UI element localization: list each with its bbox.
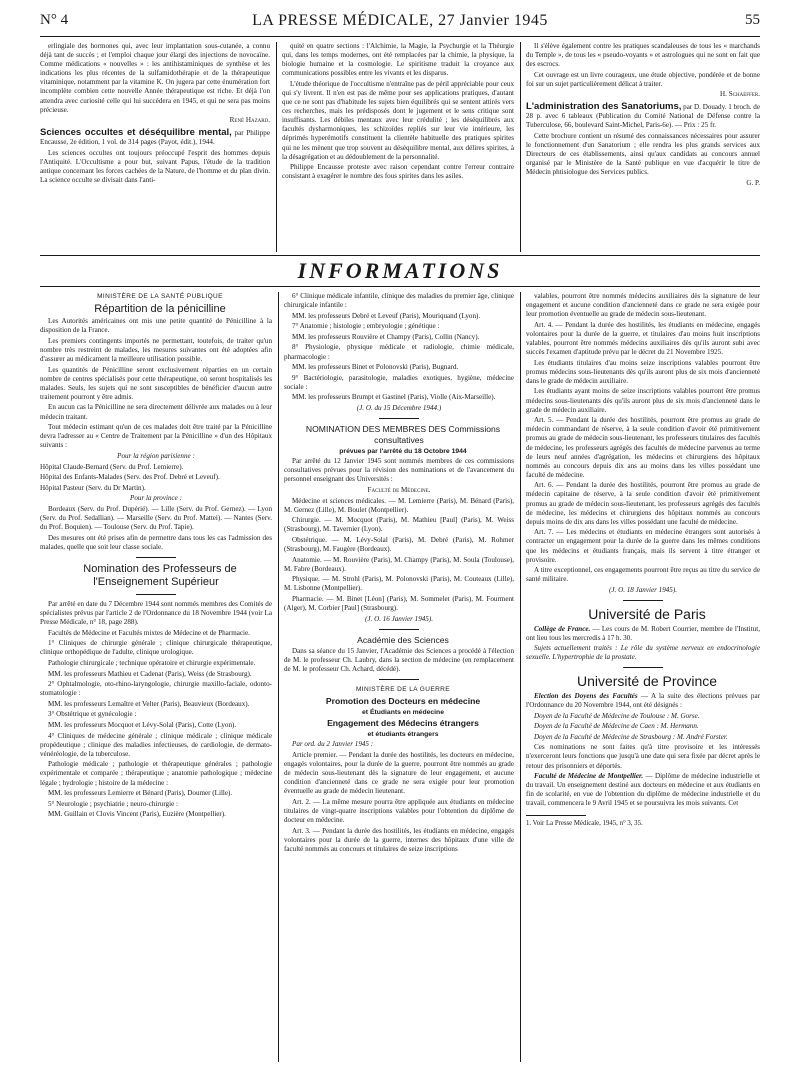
footnote-rule [526,815,586,816]
commission-members [284,497,514,614]
montpellier-text: — Diplôme de médecine industrielle et du travail. Un enseignement destiné aux docteurs en médecine et aux étudiants en fin de scolarité, en vue de l'obtention du diplôme de médecine industrielle et du travail, commencera le 9 Avril 1945 et se poursuivra les mois suivants. Cet [526,772,760,808]
paragraph: Médecine et sciences médicales. — M. Lemierre (Paris), M. Bénard (Paris), M. Gernez (Lille), M. Boulet (Montpellier). [284,496,514,514]
paragraph: Les premiers contingents importés ne permettant, toutefois, de traiter qu'un nombre très restreint de malades, les mesures suivantes ont été adoptées afin d'assurer au médicament la meilleure utilisation possible. [40,336,272,363]
province-centers: Bordeaux (Serv. du Prof. Dupérié). — Lille (Serv. du Prof. Gernez). — Lyon (Serv. du Prof. Sedallian). — Marseille (Serv. du Prof. Mattei). — Nantes (Serv. du Prof. Boquien). — Toulouse (Serv. du Prof. Tapie). [40,504,272,532]
paragraph: Anatomie. — M. Rouvière (Paris), M. Champy (Paris), M. Soula (Toulouse), M. Fabre (Bordeaux). [284,555,514,573]
montpellier-paragraph [526,772,760,808]
paragraph: Les Autorités américaines ont mis une petite quantité de Pénicilline à la disposition de la France. [40,317,272,335]
deans-note: Ces nominations ne sont faites qu'à titre provisoire et les intéressés n'exerceront leurs fonctions que jusqu'à une date qui sera fixée par décret après le retour des prisonniers et déportés. [526,743,760,770]
college-lead: Collège de France. [534,624,591,633]
col-divider [520,292,521,1062]
paragraph: Par arrêté du 12 Janvier 1945 sont nommés membres de ces commissions consultatives prévues pour la révision des nominations et de l'avancement du personnel enseignant des Universités : [284,457,514,484]
section-separator [136,594,176,595]
election-paragraph [526,692,760,710]
paragraph: Il s'élève également contre les pratiques scandaleuses de tous les « marchands du Temple », de tous les « pseudo-voyants » et astrologues qui ne sont en fait que des escrocs. [526,42,760,69]
paragraph: MM. les professeurs Binet et Polonovski (Paris), Bugnard. [292,363,459,372]
deans-list [526,712,760,742]
paragraph: 1° Cliniques de chirurgie générale ; clinique chirurgicale thérapeutique, clinique orthopédique de l'adulte, clinique urologique. [40,639,272,657]
paragraph: 6° Clinique médicale infantile, clinique des maladies du premier âge, clinique chirurgicale infantile : [284,292,514,310]
election-text: — A la suite des élections prévues par l'Ordonnance du 20 Novembre 1944, ont été désignés : [526,691,760,709]
college-de-france-paragraph [526,625,760,643]
paragraph: Art. 7. — Les médecins et étudiants en médecine étrangers sont autorisés à contracter un engagement pour la durée de la guerre dans les mêmes conditions que les médecins et étudiants français, mais ils servent à titre étranger et provisoire. [526,528,760,564]
journal-officiel-ref: (J. O. 18 Janvier 1945). [609,585,677,594]
academy-paragraph: Dans sa séance du 15 Janvier, l'Académie des Sciences a procédé à l'élection de M. le professeur Ch. Laubry, dans la section de médecine (en remplacement de M. le professeur Ch. Achard, décédé). [284,646,514,673]
section-title-academy: Académie des Sciences [357,634,449,645]
section-title-professors: Nomination des Professeurs de l'Enseignement Supérieur [83,562,237,588]
paragraph: Physique. — M. Strohl (Paris), M. Polonovski (Paris), M. Couteaux (Lille), M. Lisbonne (Montpellier). [284,575,514,593]
footnote: 1. Voir La Presse Médicale, 1945, n° 3, 35. [526,819,643,827]
banner-rule-top [40,255,760,256]
paragraph: Les étudiants titulaires d'au moins seize inscriptions valables pourront être promus médecins sous-lieutenants dès qu'ils auront plus de six mois d'ancienneté dans le grade de médecin auxiliaire. [526,358,760,385]
paragraph: 8° Physiologie, physique médicale et radiologie, chimie médicale, pharmacologie : [284,343,514,361]
paragraph: Doyen de la Faculté de Médecine de Strasbourg : M. André Forster. [534,732,728,741]
paragraph: quité en quatre sections : l'Alchimie, la Magie, la Psychurgie et la Théurgie qui, dans les temps modernes, ont été remplacées par la chimie, la physique, la biologie humaine et la cosmologie. Le spiritisme traduit la croyance aux communications possibles entre les vivants et les disparus. [282,42,514,78]
left-column [40,292,272,1062]
paragraph: Art. 5. — Pendant la durée des hostilités, pourront être promus au grade de médecin commandant de réserve, à la seule condition d'avoir été primitivement promus au grade de médecin sous-lieutenant, les professeurs titulaires des facultés de médecine, les professeurs agrégés des facultés de médecine parvenus au terme de leurs neuf années d'agrégation, les médecins et chirurgiens des hôpitaux nommés au concours depuis dix ans au moins dans les villes possédant une faculté de médecine. [526,416,760,479]
journal-officiel-ref: (J. O. du 15 Décembre 1944.) [356,404,442,413]
section-title-penicillin: Répartition de la pénicilline [94,302,226,315]
paragraph: MM. les professeurs Mocquot et Lévy-Solal (Paris), Cotte (Lyon). [48,720,237,729]
paragraph: L'étude théorique de l'occultisme n'entraîne pas de péril appréciable pour ceux qui s'y livrent. Il n'en est pas de même pour ses applications pratiques, d'autant que ce ne sont pas d'habitude les sujets bien équilibrés qui se sentent attirés vers ces recherches, mais les prédisposés dont le jugement et le sens critique sont insuffisants. Les débiles mentaux avec leur crédulité ; les déséquilibrés aux facultés dysharmoniques, les schizoïdes repliés sur leur vie intérieure, les déprimés hyperémotifs constituent la clientèle habituelle des pratiques spirites qui ne les mènent que trop souvent au déséquilibre mental, aux délires spirites, à la désagrégation et au dédoublement de la personnalité. [282,79,514,161]
paragraph: Article premier. — Pendant la durée des hostilités, les docteurs en médecine, engagés volontaires, pour la durée de la guerre, pourront être nommés au grade de médecin sous-lieutenant dès la signature de leur engagement, et aucune condition d'ancienneté dans ce grade ne sera exigée pour leur promotion éventuelle au grade de médecin lieutenant. [284,750,514,796]
ordinance-articles [284,751,514,854]
book-review-heading [40,127,270,147]
section-title-engagement: Engagement des Médecins étrangers [327,717,479,728]
top-col3-book-paragraphs [526,132,760,177]
review-signature: H. Schaeffer. [720,90,760,99]
section-title-promotion: Promotion des Docteurs en médecine [325,695,481,706]
page-header [40,12,760,34]
review-signature: René Hazard. [229,116,270,125]
paragraph: En aucun cas la Pénicilline ne sera directement délivrée aux malades ou à leur médecin traitant. [40,403,272,421]
journal-title: LA PRESSE MÉDICALE, 27 Janvier 1945 [252,12,548,29]
ministry-label: MINISTÈRE DE LA SANTÉ PUBLIQUE [97,293,223,300]
paragraph: Philippe Encausse proteste avec raison cependant contre l'erreur contraire consistant à exagérer le nombre des fous spirites dans les asiles. [282,163,514,181]
top-column-1 [40,42,270,252]
paragraph: Hôpital Pasteur (Serv. du Dr Martin). [40,483,146,492]
section-title-univ-paris: Université de Paris [588,606,706,622]
paragraph: Facultés de Médecine et Facultés mixtes de Médecine et de Pharmacie. [48,628,250,637]
paragraph: Chirurgie. — M. Mocquot (Paris), M. Mathieu [Paul] (Paris), M. Weiss (Strasbourg), M. Tavernier (Lyon). [284,516,514,534]
book-reference: par Philippe Encausse, 2e édition, 1 vol. de 314 pages (Payot, édit.), 1944. [40,128,270,146]
section-separator [379,629,419,630]
paragraph: 7° Anatomie ; histologie ; embryologie ; génétique : [292,322,440,331]
commission-list [284,292,514,403]
paragraph: MM. les professeurs Mathieu et Cadenat (Paris), Weiss (de Strasbourg). [48,669,252,678]
top-col1-paragraphs [40,42,270,115]
top-column-3 [526,42,760,252]
paragraph: Hôpital Claude-Bernard (Serv. du Prof. Lemierre). [40,462,184,471]
book-title: L'administration des Sanatoriums, [526,101,682,113]
paragraph: Doyen de la Faculté de Médecine de Caen : M. Hermann. [534,722,699,731]
section-separator [379,679,419,680]
section-subtitle: et étudiants étrangers [367,730,439,738]
subjects-paragraph: Sujets actuellement traités : Le rôle du système nerveux en endocrinologie sexuelle. L'hypertrophie de la prostate. [526,644,760,662]
election-lead: Election des Doyens des Facultés [534,691,638,700]
section-subtitle: prévues par l'arrêté du 18 Octobre 1944 [339,447,467,455]
section-title-commissions: NOMINATION DES MEMBRES DES Commissions consultatives [305,424,501,445]
paragraph: Hôpital des Enfants-Malades (Serv. des Prof. Debré et Leveuf). [40,473,220,482]
section-separator [379,418,419,419]
middle-column [284,292,514,1062]
closing-paragraph: Des mesures ont été prises afin de permettre dans tous les cas l'admission des malades, quelle que soit leur classe sociale. [40,533,272,551]
col-divider [276,42,277,252]
paragraph: Pharmacie. — M. Binet [Léon] (Paris), M. Sommelet (Paris), M. Fourment (Alger), M. Corbier [Paul] (Strasbourg). [284,595,514,613]
top-col1-book-paragraphs [40,149,270,185]
paragraph: Art. 4. — Pendant la durée des hostilités, les étudiants en médecine, engagés volontaires pour la durée de la guerre, et titulaires d'au moins huit inscriptions valables, pourront être nommés médecins auxiliaires dès qu'ils auront subi avec succès l'examen d'aptitude prévu par le décret du 21 Novembre 1925. [526,320,760,357]
paragraph: Art. 2. — La même mesure pourra être appliquée aux étudiants en médecine titulaires de vingt-quatre inscriptions valables pour l'obtention du diplôme de docteur en médecine. [284,797,514,825]
section-separator [623,667,663,668]
college-text: — Les cours de M. Robert Courrier, membre de l'Institut, ont lieu tous les mercredis à 17 h. 30. [526,624,760,642]
book-title: Sciences occultes et déséquilibre mental, [40,126,232,138]
ordinance-articles-continued [526,292,760,584]
ordinance-date: Par ord. du 2 Janvier 1945 : [292,740,374,749]
journal-officiel-ref: (J. O. 16 Janvier 1945). [365,614,433,623]
top-column-2 [282,42,514,252]
paragraph: 3° Obstétrique et gynécologie : [48,710,137,719]
paragraph: Doyen de la Faculté de Médecine de Toulouse : M. Gorse. [534,711,700,720]
top-col3-paragraphs [526,42,760,89]
section-separator [623,600,663,601]
paragraph: A titre exceptionnel, ces engagements pourront être reçus au titre du service de santé militaire. [526,566,760,584]
commission-intro [284,457,514,484]
header-rule [40,36,760,37]
penicillin-paragraphs [40,317,272,450]
section-title-univ-province: Université de Province [576,673,718,690]
col-divider [520,42,521,252]
book-reference: par D. Douady. 1 broch. de 28 p. avec 6 tableaux (Publication du Comité National de Défense contre la Tuberculose, 66, boulevard Saint-Michel, Paris-6e). — Prix : 25 fr. [526,103,760,130]
paragraph: Art. 6. — Pendant la durée des hostilités, pourront être promus au grade de médecin capitaine de réserve, à la seule condition d'avoir été primitivement promus au grade de médecin sous-lieutenant, les professeurs agrégés des facultés de médecine, les médecins et chirurgiens des hôpitaux nommés au concours depuis moins de dix ans dans les villes possédant une faculté de médecine. [526,481,760,526]
montpellier-lead: Faculté de Médecine de Montpellier. [534,772,644,781]
hospital-list [40,463,272,493]
section-subtitle: et Étudiants en médecine [362,708,444,716]
paragraph: MM. les professeurs Lemaître et Velter (Paris), Beauvieux (Bordeaux). [48,699,250,708]
paragraph: Pathologie médicale ; pathologie et thérapeutique générales ; pathologie expérimentale et comparée ; thérapeutique ; anatomie pathologique ; médecine légale ; hydrologie ; histoire de la médecine : [40,760,272,787]
issue-number: N° 4 [40,12,69,28]
paragraph: Obstétrique. — M. Lévy-Solal (Paris), M. Debré (Paris), M. Rohmer (Strasbourg), M. Faugère (Bordeaux). [284,535,514,554]
page-number: 55 [745,12,760,28]
book-review-heading [526,101,760,130]
paragraph: 9° Bactériologie, parasitologie, maladies exotiques, hygiène, médecine sociale : [284,373,514,391]
paragraph: 2° Ophtalmologie, oto-rhino-laryngologie, chirurgie maxillo-faciale, odonto-stomatologie : [40,680,272,698]
ministry-label: MINISTÈRE DE LA GUERRE [355,686,451,694]
paragraph: erlingiale des hormones qui, avec leur implantation sous-cutanée, a connu déjà tant de succès ; et l'emploi chaque jour élargi des injections de novocaïne. Comme médications « nouvelles » : les antihistaminiques de synthèse et les indications les plus récentes de la sulfamidothérapie et de la thérapeutique vitaminique, notamment par la vitamine K. On jugera par cette énumération fort incomplète combien cette nouvelle Année thérapeutique est riche. Et déjà l'on attendra avec curiosité celle qui lui succédera en 1945, et qui ne sera pas moins précieuse. [40,42,270,114]
professors-paragraphs [40,600,272,820]
paragraph: Cet ouvrage est un livre courageux, une étude objective, pondérée et de bonne foi sur un sujet particulièrement délicat à traiter. [526,70,760,88]
paragraph: MM. les professeurs Lemierre et Bénard (Paris), Doumer (Lille). [48,789,233,798]
paragraph: 4° Cliniques de médecine générale ; clinique médicale ; clinique médicale propédeutique ; clinique des maladies infectieuses, de cardiologie, de dermato-vénéréologie, de la tuberculose. [40,731,272,758]
review-signature: G. P. [746,178,760,187]
section-separator [136,557,176,558]
banner-rule-bottom [40,286,760,287]
paragraph: MM. Guillain et Clovis Vincent (Paris), Euzière (Montpellier). [48,810,226,819]
paragraph: 5° Neurologie ; psychiatrie ; neuro-chirurgie : [48,799,178,808]
paragraph: MM. les professeurs Debré et Leveuf (Paris), Mouriquand (Lyon). [292,311,481,320]
paragraph: Cette brochure contient un résumé des connaissances nécessaires pour assurer le fonctionnement d'un Sanatorium ; elle rendra les plus grands services aux Directeurs de ces établissements, ainsi qu'aux candidats au concours annuel organisé par le Ministère de la Santé publique en vue d'acquérir le titre de Médecin phtisiologue des Services publics. [526,131,760,177]
paragraph: Tout médecin estimant qu'un de ces malades doit être traité par la Pénicilline devra l'adresser au « Centre de Traitement par la Pénicilline » d'un des Hôpitaux suivants : [40,423,272,450]
paragraph: Les quantités de Pénicilline seront exclusivement réparties en un certain nombre de centres spécialisés pour cette thérapeutique, où seront hospitalisés les malades. Seuls, les sujets qui ne sont susceptibles de bénéficier d'aucun autre traitement pourront y être admis. [40,365,272,401]
paragraph: Art. 3. — Pendant la durée des hostilités, les étudiants en médecine, engagés volontaires pour la durée de la guerre, internes des hôpitaux d'une ville de faculté nommés au concours et titulaires de seize inscriptions [284,826,514,853]
paragraph: Pathologie chirurgicale ; technique opératoire et chirurgie expérimentale. [48,658,256,667]
paragraph: Par arrêté en date du 7 Décembre 1944 sont nommés membres des Comités de spécialistes prévus par l'article 2 de l'Ordonnance du 18 Novembre 1944 (voir La Presse Médicale, n° 18, page 288). [40,599,272,627]
faculty-label: Faculté de Médecine. [367,486,431,494]
top-col2-paragraphs [282,42,514,181]
region-label: Pour la région parisienne : [117,451,195,460]
paragraph: MM. les professeurs Rouvière et Champy (Paris), Collin (Nancy). [292,332,480,341]
paragraph: MM. les professeurs Brumpt et Gastinel (Paris), Violle (Aix-Marseille). [292,393,496,402]
region-label: Pour la province : [130,494,182,503]
paragraph: valables, pourront être nommés médecins auxiliaires dès la signature de leur engagement et aucune condition d'ancienneté dans ce grade ne sera exigée pour leur promotion éventuelle au grade de médecin sous-lieutenant. [526,292,760,319]
informations-banner: INFORMATIONS [297,258,503,283]
right-column [526,292,760,1062]
paragraph: Les sciences occultes ont toujours préoccupé l'esprit des hommes depuis l'Antiquité. L'Occultisme a pour but, suivant Papus, l'étude de la tradition antique concernant les forces cachées de la Nature, de l'homme et du plan divin. La science occulte se divisait dans l'anti- [40,148,270,184]
col-divider [278,292,279,1062]
paragraph: Les étudiants ayant moins de seize inscriptions valables pourront être promus médecins sous-lieutenants dès qu'ils auront plus de six mois d'ancienneté dans le grade de médecin auxiliaire. [526,387,760,414]
